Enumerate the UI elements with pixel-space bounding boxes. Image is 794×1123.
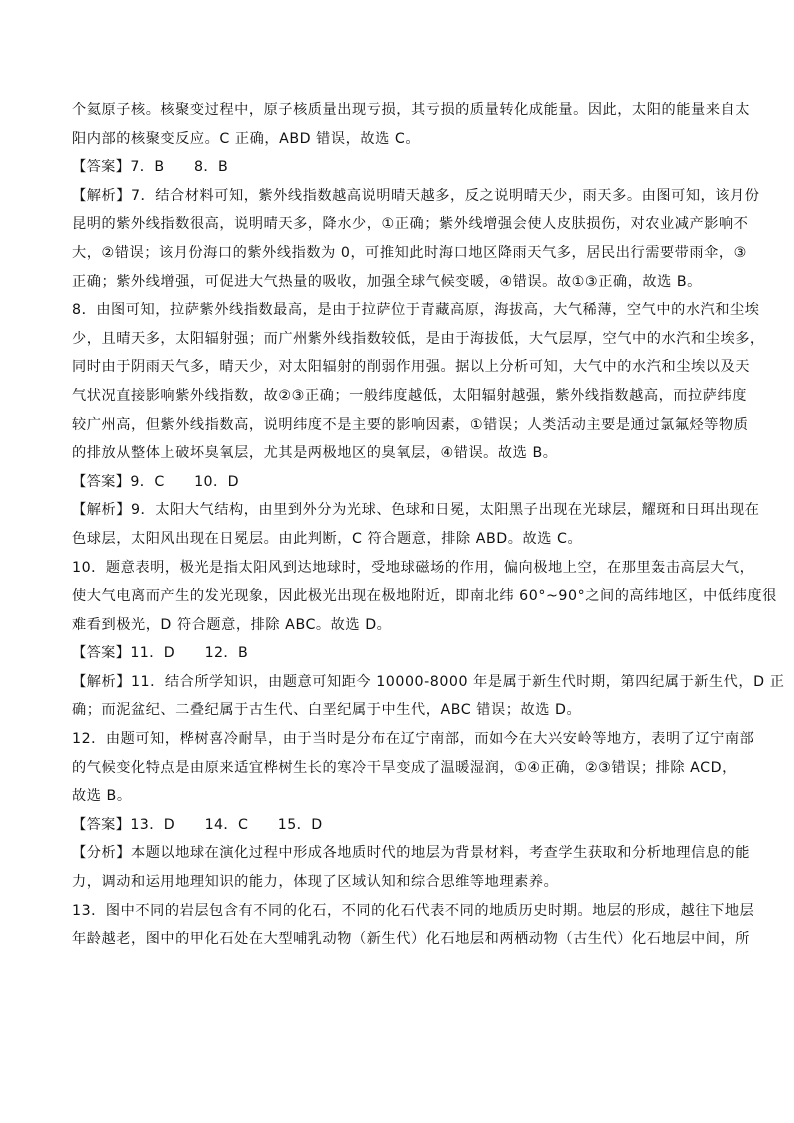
text-line: 12．由题可知，桦树喜冷耐旱，由于当时是分布在辽宁南部，而如今在大兴安岭等地方，表明了辽宁南部 (72, 731, 755, 748)
text-line: 气状况直接影响紫外线指数，故②③正确；一般纬度越低，太阳辐射越强，紫外线指数越高，而拉萨纬度 (72, 387, 747, 404)
text-line: 确；而泥盆纪、二叠纪属于古生代、白垩纪属于中生代，ABC 错误；故选 D。 (72, 702, 582, 719)
text-line: 【解析】11．结合所学知识，由题意可知距今 10000-8000 年是属于新生代时期，第四纪属于新生代，D 正 (72, 673, 785, 690)
document-body (72, 96, 785, 954)
text-line: 【解析】9．太阳大气结构，由里到外分为光球、色球和日冕，太阳黑子出现在光球层，耀斑和日珥出现在 (72, 502, 760, 519)
text-line: 使大气电离而产生的发光现象，因此极光出现在极地附近，即南北纬 60°~90°之间的高纬地区，中低纬度很 (72, 588, 777, 605)
text-line: 大，②错误；该月份海口的紫外线指数为 0，可推知此时海口地区降雨天气多，居民出行需要带雨伞，③ (72, 244, 747, 261)
text-line: 8．由图可知，拉萨紫外线指数最高，是由于拉萨位于青藏高原，海拔高，大气稀薄，空气中的水汽和尘埃 (72, 302, 760, 319)
text-line: 【解析】7．结合材料可知，紫外线指数越高说明晴天越多，反之说明晴天少，雨天多。由图可知，该月份 (72, 187, 760, 204)
text-line: 的排放从整体上破坏臭氧层，尤其是两极地区的臭氧层，④错误。故选 B。 (72, 445, 558, 462)
answer-key-line: 【答案】11．D 12．B (72, 645, 249, 662)
text-line: 较广州高，但紫外线指数高，说明纬度不是主要的影响因素，①错误；人类活动主要是通过氯氟烃等物质 (72, 416, 749, 433)
text-line: 力，调动和运用地理知识的能力，体现了区域认知和综合思维等地理素养。 (72, 874, 559, 891)
text-line: 故选 B。 (72, 788, 132, 805)
text-line: 的气候变化特点是由原来适宜桦树生长的寒冷干旱变成了温暖湿润，①④正确，②③错误；排除 ACD， (72, 759, 737, 776)
text-line: 年龄越老，图中的甲化石处在大型哺乳动物（新生代）化石地层和两栖动物（古生代）化石地层中间，所 (72, 931, 750, 948)
text-line: 【分析】本题以地球在演化过程中形成各地质时代的地层为背景材料，考查学生获取和分析地理信息的能 (72, 845, 750, 862)
text-line: 少，且晴天多，太阳辐射强；而广州紫外线指数较低，是由于海拔低，大气层厚，空气中的水汽和尘埃多， (72, 330, 765, 347)
answer-key-line: 【答案】13．D 14．C 15．D (72, 816, 323, 833)
text-line: 阳内部的核聚变反应。C 正确，ABD 错误，故选 C。 (72, 130, 421, 147)
answer-text-block (72, 96, 785, 954)
text-line: 个氦原子核。核聚变过程中，原子核质量出现亏损，其亏损的质量转化成能量。因此，太阳的能量来自太 (72, 102, 750, 118)
text-line: 正确；紫外线增强，可促进大气热量的吸收，加强全球气候变暖，④错误。故①③正确，故选 B。 (72, 273, 702, 290)
text-line: 色球层，太阳风出现在日冕层。由此判断，C 符合题意，排除 ABD。故选 C。 (72, 530, 583, 547)
answer-key-line: 【答案】7．B 8．B (72, 159, 229, 176)
text-line: 10．题意表明，极光是指太阳风到达地球时，受地球磁场的作用，偏向极地上空，在那里轰击高层大气， (72, 559, 755, 576)
text-line: 昆明的紫外线指数很高，说明晴天多，降水少，①正确；紫外线增强会使人皮肤损伤，对农业减产影响不 (72, 216, 749, 233)
answer-key-line: 【答案】9．C 10．D (72, 473, 239, 490)
text-line: 同时由于阴雨天气多，晴天少，对太阳辐射的削弱作用强。据以上分析可知，大气中的水汽和尘埃以及天 (72, 359, 750, 376)
text-line: 13．图中不同的岩层包含有不同的化石，不同的化石代表不同的地质历史时期。地层的形成，越往下地层 (72, 902, 755, 919)
text-line: 难看到极光，D 符合题意，排除 ABC。故选 D。 (72, 616, 392, 633)
